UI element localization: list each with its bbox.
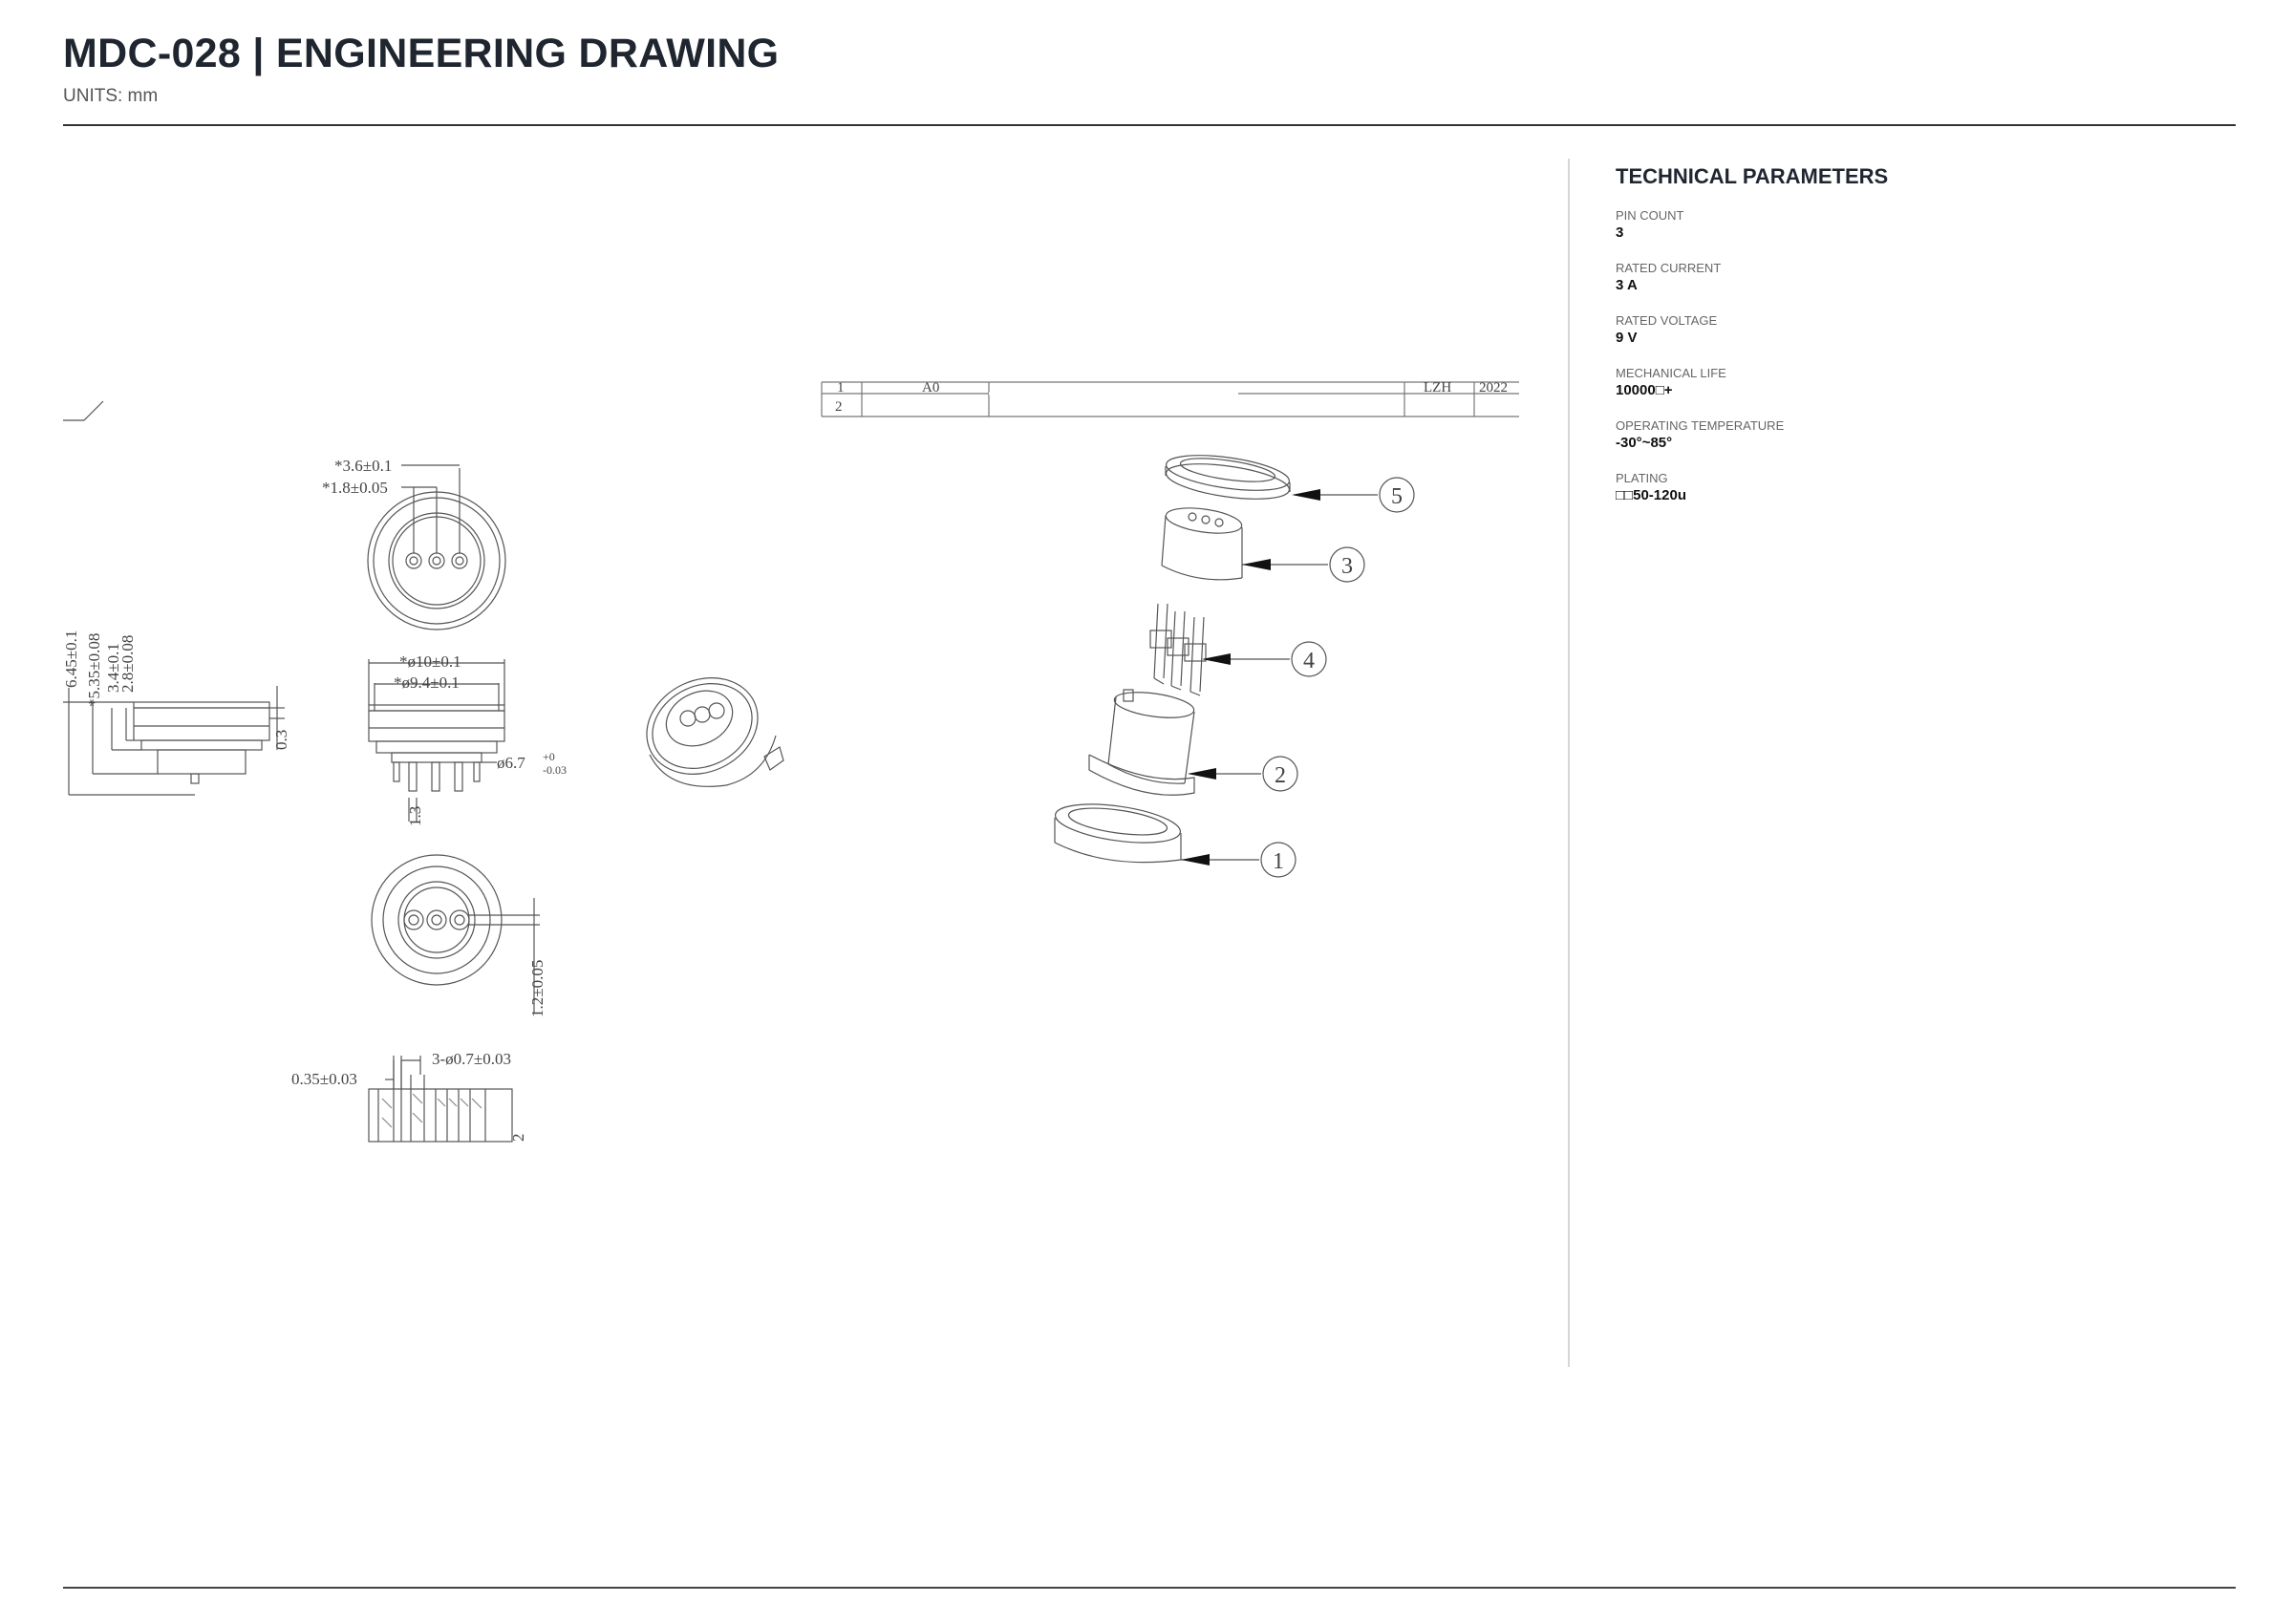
corner-mark	[63, 401, 103, 420]
dim-5.35: *5.35±0.08	[85, 632, 103, 707]
table-row2-no: 2	[835, 399, 843, 415]
param-value: 10000□+	[1616, 382, 1673, 398]
dim-1.2: 1.2±0.05	[528, 959, 546, 1017]
balloon-2: 2	[1275, 763, 1286, 788]
top-view	[368, 465, 505, 630]
dim-tol-plus: +0	[543, 750, 555, 763]
dim-0.3: 0.3	[272, 729, 290, 750]
table-row1-date: 2022	[1479, 380, 1508, 395]
param-plating	[1616, 471, 2189, 504]
dim-1.8: *1.8±0.05	[322, 479, 388, 497]
dim-phi9.4: *ø9.4±0.1	[394, 673, 460, 692]
param-value: 3	[1616, 224, 1624, 241]
balloon-arrows	[1181, 489, 1320, 865]
param-label: OPERATING TEMPERATURE	[1616, 418, 1785, 433]
dim-6.45: 6.45±0.1	[62, 630, 80, 688]
dim-tol-minus: -0.03	[543, 763, 567, 777]
panel-divider	[1568, 159, 1570, 1367]
dim-0.35: 0.35±0.03	[291, 1070, 357, 1088]
page-title: MDC-028 | ENGINEERING DRAWING	[63, 31, 780, 76]
param-pin-count	[1616, 208, 2189, 242]
balloon-5: 5	[1391, 484, 1403, 509]
param-value: □□50-120u	[1616, 487, 1686, 503]
balloon-leaders	[1181, 478, 1414, 877]
param-value: 9 V	[1616, 330, 1638, 346]
dim-2: 2	[509, 1133, 527, 1142]
bottom-view	[372, 855, 540, 1013]
footer-divider	[63, 1587, 2236, 1589]
table-row1-code: A0	[922, 380, 940, 395]
dim-3.4: 3.4±0.1	[104, 643, 122, 693]
section-view	[369, 1056, 512, 1142]
param-label: MECHANICAL LIFE	[1616, 366, 1726, 380]
param-value: 3 A	[1616, 277, 1638, 293]
param-mechanical-life	[1616, 366, 2189, 399]
dim-pins: 3-ø0.7±0.03	[432, 1050, 511, 1068]
balloon-4: 4	[1303, 649, 1315, 673]
param-rated-voltage	[1616, 313, 2189, 347]
dim-2.8: 2.8±0.08	[118, 634, 137, 693]
units-label: UNITS: mm	[63, 86, 159, 106]
param-label: PIN COUNT	[1616, 208, 1684, 223]
exploded-view	[1053, 449, 1291, 863]
dim-phi6.7: ø6.7	[497, 754, 525, 772]
table-row1-no: 1	[837, 380, 845, 395]
balloon-3: 3	[1341, 554, 1353, 579]
param-value: -30°~85°	[1616, 435, 1673, 451]
parameters-heading: TECHNICAL PARAMETERS	[1616, 164, 1889, 188]
param-rated-current	[1616, 261, 2189, 294]
technical-parameters-panel	[1616, 164, 2189, 524]
balloon-1: 1	[1273, 849, 1284, 874]
dim-1.3: 1.3	[406, 805, 424, 826]
iso-view	[631, 660, 783, 792]
table-row1-name: LZH	[1424, 380, 1452, 395]
param-label: RATED CURRENT	[1616, 261, 1722, 275]
param-operating-temperature	[1616, 418, 2189, 452]
dim-phi10: *ø10±0.1	[399, 652, 461, 671]
dim-3.6: *3.6±0.1	[334, 457, 393, 475]
param-label: RATED VOLTAGE	[1616, 313, 1718, 328]
param-label: PLATING	[1616, 471, 1668, 485]
